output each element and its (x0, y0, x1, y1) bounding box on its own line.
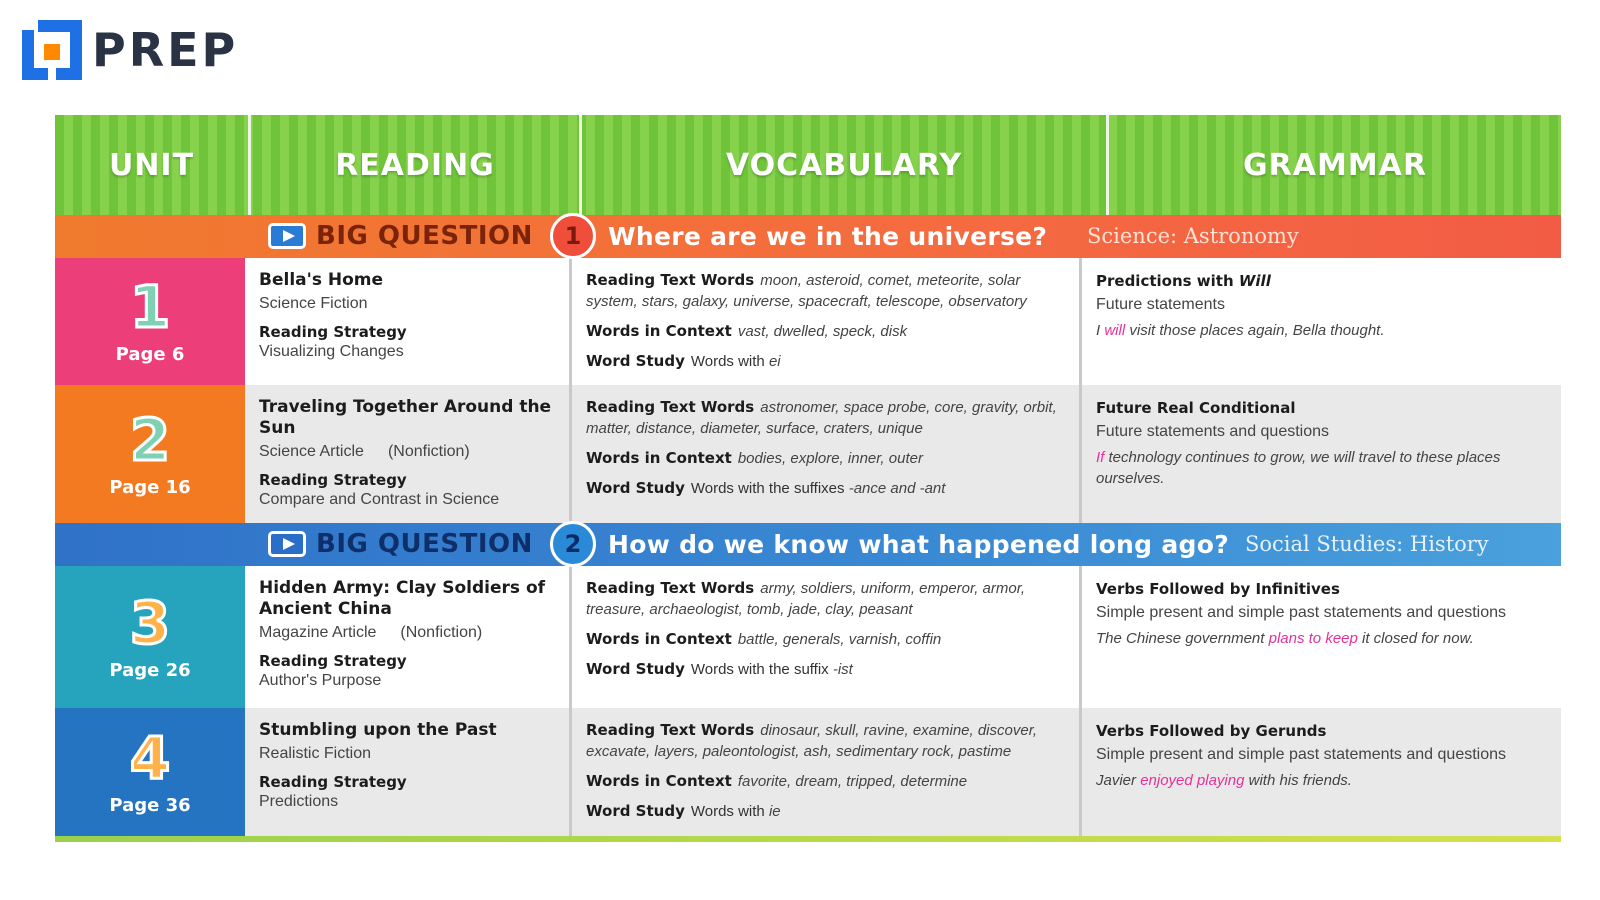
unit-page: Page 6 (115, 344, 185, 365)
vocabulary-cell (569, 258, 1079, 385)
big-question-number: 1 (550, 213, 596, 259)
word-study: Word Study Words with the suffixes -ance and -ant (586, 479, 946, 497)
header-reading: READING (251, 115, 582, 215)
reading-genre: Science Article (Nonfiction) (259, 443, 470, 460)
reading-text-words: Reading Text Words army, soldiers, uniform, emperor, armor, treasure, archaeologist, tomb, jade, clay, peasant (586, 579, 1026, 618)
unit-page: Page 26 (109, 659, 191, 681)
big-question-subject: Social Studies: History (1245, 532, 1489, 556)
header-grammar: GRAMMAR (1243, 147, 1427, 183)
grammar-title: Future Real Conditional (1096, 399, 1296, 417)
header-vocabulary: VOCABULARY (582, 115, 1109, 215)
unit-cell[interactable] (55, 385, 245, 523)
grammar-description: Simple present and simple past statements and questions (1096, 746, 1507, 763)
reading-title: Stumbling upon the Past (259, 720, 497, 740)
unit-number: 4 (129, 723, 171, 792)
unit-page: Page 16 (109, 476, 191, 498)
reading-strategy: Compare and Contrast in Science (259, 491, 500, 508)
big-question-subject: Science: Astronomy (1087, 224, 1299, 248)
reading-title: Bella's Home (259, 270, 384, 290)
grammar-description: Future statements (1096, 296, 1225, 313)
table-bottom-bar (55, 836, 1561, 842)
reading-cell (245, 385, 569, 523)
prep-logo[interactable] (22, 20, 238, 80)
reading-text-words: Reading Text Words moon, asteroid, comet, meteorite, solar system, stars, galaxy, universe, spacecraft, telescope, observatory (586, 271, 1027, 310)
reading-title: Hidden Army: Clay Soldiers of Ancient China (259, 578, 546, 619)
unit-number: 2 (129, 405, 171, 474)
reading-genre: Realistic Fiction (259, 745, 372, 762)
grammar-cell (1079, 385, 1561, 523)
reading-genre: Science Fiction (259, 295, 368, 312)
grammar-example: I will visit those places again, Bella thought. (1096, 322, 1385, 339)
play-video-icon[interactable] (268, 531, 306, 557)
play-video-icon[interactable] (268, 223, 306, 249)
word-study: Word Study Words with ie (586, 802, 781, 820)
reading-strategy: Predictions (259, 793, 339, 810)
reading-cell (245, 258, 569, 385)
grammar-title: Verbs Followed by Infinitives (1096, 580, 1340, 598)
header-unit: UNIT (55, 115, 251, 215)
curriculum-table (55, 115, 1561, 842)
reading-strategy-label: Reading Strategy (259, 773, 407, 791)
grammar-example: Javier enjoyed playing with his friends. (1096, 772, 1352, 789)
reading-strategy-label: Reading Strategy (259, 471, 407, 489)
unit-number: 3 (129, 588, 171, 657)
word-study: Word Study Words with ei (586, 352, 781, 370)
table-header (55, 115, 1561, 215)
reading-strategy: Author's Purpose (259, 672, 382, 689)
unit-row-3 (55, 566, 1561, 708)
reading-text-words: Reading Text Words astronomer, space probe, core, gravity, orbit, matter, distance, diameter, surface, craters, unique (586, 398, 1057, 437)
words-in-context: Words in Context bodies, explore, inner, outer (586, 449, 923, 467)
grammar-cell (1079, 258, 1561, 385)
big-question-banner-2 (55, 523, 1561, 566)
word-study: Word Study Words with the suffix -ist (586, 660, 853, 678)
unit-cell[interactable] (55, 258, 245, 385)
words-in-context: Words in Context battle, generals, varnish, coffin (586, 630, 942, 648)
grammar-example: The Chinese government plans to keep it closed for now. (1096, 630, 1474, 647)
unit-cell[interactable] (55, 708, 245, 836)
big-question-label: BIG QUESTION (316, 221, 533, 251)
words-in-context: Words in Context vast, dwelled, speck, disk (586, 322, 908, 340)
grammar-description: Future statements and questions (1096, 423, 1330, 440)
big-question-label: BIG QUESTION (316, 529, 533, 559)
unit-row-2 (55, 385, 1561, 523)
reading-cell (245, 566, 569, 708)
big-question-text: Where are we in the universe? (608, 222, 1048, 251)
grammar-title: Predictions with Will (1096, 272, 1271, 290)
reading-strategy-label: Reading Strategy (259, 652, 407, 670)
prep-logo-icon (22, 20, 82, 80)
unit-row-4 (55, 708, 1561, 836)
grammar-title: Verbs Followed by Gerunds (1096, 722, 1327, 740)
grammar-cell (1079, 708, 1561, 836)
unit-number: 1 (129, 273, 171, 341)
reading-strategy: Visualizing Changes (259, 343, 404, 360)
vocabulary-cell (569, 385, 1079, 523)
grammar-example: If technology continues to grow, we will travel to these places ourselves. (1096, 449, 1501, 487)
big-question-banner-1 (55, 215, 1561, 258)
words-in-context: Words in Context favorite, dream, tripped, determine (586, 772, 968, 790)
grammar-description: Simple present and simple past statements and questions (1096, 604, 1507, 621)
unit-page: Page 36 (109, 794, 191, 816)
reading-cell (245, 708, 569, 836)
logo-text: PREP (92, 23, 239, 77)
vocabulary-cell (569, 708, 1079, 836)
unit-row-1 (55, 258, 1561, 385)
vocabulary-cell (569, 566, 1079, 708)
reading-genre: Magazine Article (Nonfiction) (259, 624, 483, 641)
big-question-number: 2 (550, 521, 596, 567)
reading-text-words: Reading Text Words dinosaur, skull, ravine, examine, discover, excavate, layers, paleontologist, ash, sedimentary rock, pastime (586, 721, 1038, 760)
big-question-text: How do we know what happened long ago? (608, 530, 1229, 559)
unit-cell[interactable] (55, 566, 245, 708)
reading-title: Traveling Together Around the Sun (259, 397, 552, 438)
grammar-cell (1079, 566, 1561, 708)
reading-strategy-label: Reading Strategy (259, 323, 407, 341)
